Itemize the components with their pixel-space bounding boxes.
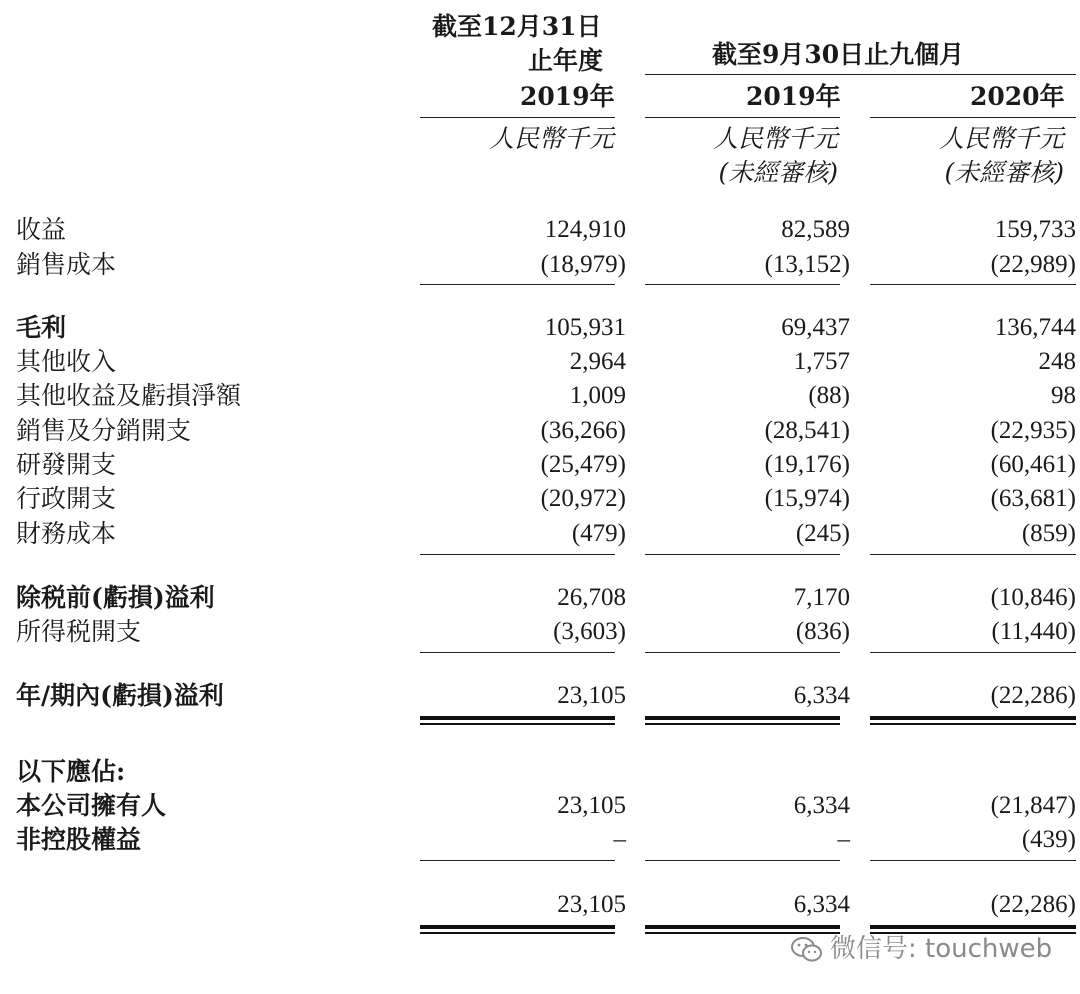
subtotal-rule <box>645 860 840 861</box>
row-value: 6,334 <box>793 792 850 819</box>
col3-unaudited: (未經審核) <box>944 158 1064 187</box>
row-value: 26,708 <box>557 584 626 611</box>
row-label-profit-before-tax: 除税前(虧損)溢利 <box>16 583 215 612</box>
row-value: 23,105 <box>557 682 626 709</box>
row-value: (22,286) <box>990 891 1076 918</box>
subtotal-rule <box>870 860 1076 861</box>
row-value: (15,974) <box>764 485 850 512</box>
row-label-rd-expenses: 研發開支 <box>16 450 117 479</box>
wechat-icon <box>790 936 824 964</box>
subtotal-rule <box>420 860 615 861</box>
header-rule-col2 <box>645 117 840 118</box>
col1-header-line1: 截至12月31日 <box>432 12 602 41</box>
row-value: (63,681) <box>990 485 1076 512</box>
row-value: (439) <box>1021 826 1076 853</box>
row-label-cost-of-sales: 銷售成本 <box>16 250 117 279</box>
header-rule-col1 <box>420 117 615 118</box>
row-value: 105,931 <box>544 314 626 341</box>
row-value: – <box>837 826 850 853</box>
row-value: (22,935) <box>990 417 1076 444</box>
header-rule-col3 <box>870 117 1076 118</box>
row-value: (22,286) <box>990 682 1076 709</box>
col3-year: 2020年 <box>970 82 1065 111</box>
total-double-rule <box>420 716 615 725</box>
row-value: (60,461) <box>990 451 1076 478</box>
col1-year: 2019年 <box>520 82 615 111</box>
subtotal-rule <box>645 652 840 653</box>
row-value: – <box>613 826 626 853</box>
col1-header-line2: 止年度 <box>528 46 604 75</box>
row-value: (28,541) <box>764 417 850 444</box>
row-label-finance-costs: 財務成本 <box>16 519 117 548</box>
subtotal-rule <box>870 284 1076 285</box>
nine-months-header: 截至9月30日止九個月 <box>712 40 965 69</box>
row-value: 248 <box>1038 348 1076 375</box>
row-value: (21,847) <box>990 792 1076 819</box>
col2-year: 2019年 <box>746 82 841 111</box>
row-label-attributable-to: 以下應佔: <box>16 757 126 786</box>
row-label-income-tax: 所得税開支 <box>16 617 142 646</box>
row-value: (25,479) <box>540 451 626 478</box>
total-double-rule <box>420 925 615 934</box>
row-value: 69,437 <box>781 314 850 341</box>
row-value: 82,589 <box>781 216 850 243</box>
row-value: 6,334 <box>793 682 850 709</box>
row-value: 1,009 <box>569 382 626 409</box>
row-value: 136,744 <box>994 314 1076 341</box>
nine-months-underline <box>645 74 1076 75</box>
row-value: 2,964 <box>569 348 626 375</box>
row-value: (19,176) <box>764 451 850 478</box>
subtotal-rule <box>420 284 615 285</box>
col2-unit: 人民幣千元 <box>712 124 838 153</box>
row-value: (859) <box>1021 520 1076 547</box>
row-value: (479) <box>571 520 626 547</box>
row-label-admin-expenses: 行政開支 <box>16 484 117 513</box>
row-label-gross-profit: 毛利 <box>16 313 67 342</box>
row-value: 159,733 <box>994 216 1076 243</box>
subtotal-rule <box>870 652 1076 653</box>
row-label-other-income: 其他收入 <box>16 347 117 376</box>
row-value: 23,105 <box>557 792 626 819</box>
col2-unaudited: (未經審核) <box>718 158 838 187</box>
row-value: 1,757 <box>793 348 850 375</box>
row-value: 7,170 <box>793 584 850 611</box>
row-label-revenue: 收益 <box>16 215 67 244</box>
row-value: (11,440) <box>991 618 1076 645</box>
row-label-profit-for-period: 年/期內(虧損)溢利 <box>16 681 224 710</box>
row-value: (88) <box>808 382 850 409</box>
row-value: 98 <box>1051 382 1076 409</box>
col3-unit: 人民幣千元 <box>938 124 1064 153</box>
total-double-rule <box>870 716 1076 725</box>
watermark <box>790 928 1052 965</box>
row-value: (245) <box>795 520 850 547</box>
row-value: (10,846) <box>990 584 1076 611</box>
row-value: (3,603) <box>553 618 626 645</box>
row-label-non-controlling: 非控股權益 <box>16 825 142 854</box>
subtotal-rule <box>645 554 840 555</box>
row-label-other-gains-losses: 其他收益及虧損淨額 <box>16 381 242 410</box>
row-value: (836) <box>795 618 850 645</box>
row-value: (22,989) <box>990 251 1076 278</box>
row-value: (20,972) <box>540 485 626 512</box>
row-value: (13,152) <box>764 251 850 278</box>
row-label-selling-expenses: 銷售及分銷開支 <box>16 416 192 445</box>
subtotal-rule <box>870 554 1076 555</box>
col1-unit: 人民幣千元 <box>488 124 614 153</box>
row-value: (18,979) <box>540 251 626 278</box>
subtotal-rule <box>420 652 615 653</box>
watermark-text: 微信号: touchweb <box>830 934 1053 964</box>
row-value: 124,910 <box>544 216 626 243</box>
total-double-rule <box>645 716 840 725</box>
row-label-owners: 本公司擁有人 <box>16 791 167 820</box>
row-value: 23,105 <box>557 891 626 918</box>
subtotal-rule <box>645 284 840 285</box>
row-value: (36,266) <box>540 417 626 444</box>
subtotal-rule <box>420 554 615 555</box>
row-value: 6,334 <box>793 891 850 918</box>
